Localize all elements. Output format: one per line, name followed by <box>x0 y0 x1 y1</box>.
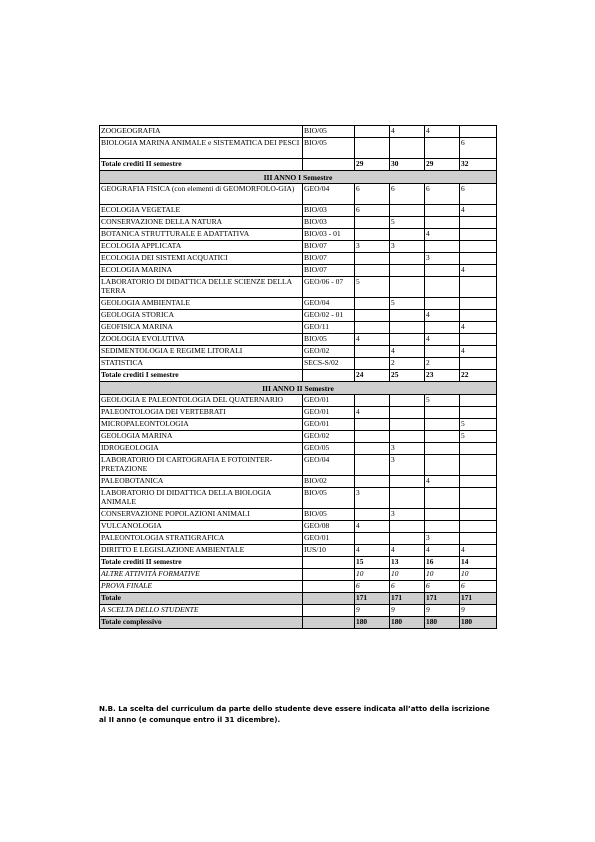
course-name: A SCELTA DELLO STUDENTE <box>100 605 303 617</box>
credit-cell-curriculum-2 <box>390 521 425 533</box>
course-name: BOTANICA STRUTTURALE E ADATTATIVA <box>100 229 303 241</box>
credit-cell-curriculum-2: 6 <box>390 184 425 205</box>
credit-cell-curriculum-3 <box>425 521 460 533</box>
course-code: BIO/05 <box>303 126 355 138</box>
course-name: CONSERVAZIONE DELLA NATURA <box>100 217 303 229</box>
credit-cell-curriculum-4: 32 <box>460 159 497 171</box>
course-code <box>303 569 355 581</box>
credit-cell-curriculum-3 <box>425 322 460 334</box>
course-row <box>100 265 497 277</box>
course-name: PALEONTOLOGIA DEI VERTEBRATI <box>100 407 303 419</box>
course-name: BIOLOGIA MARINA ANIMALE e SISTEMATICA DEI PESCI <box>100 138 303 159</box>
credit-cell-curriculum-3 <box>425 509 460 521</box>
credit-cell-curriculum-1 <box>355 310 390 322</box>
course-name: Totale crediti II semestre <box>100 557 303 569</box>
credit-cell-curriculum-3: 16 <box>425 557 460 569</box>
credit-cell-curriculum-4 <box>460 395 497 407</box>
credit-cell-curriculum-1 <box>355 509 390 521</box>
credit-cell-curriculum-4: 10 <box>460 569 497 581</box>
credit-cell-curriculum-2: 25 <box>390 370 425 382</box>
credit-cell-curriculum-3 <box>425 488 460 509</box>
course-code: BIO/05 <box>303 334 355 346</box>
credit-cell-curriculum-2: 30 <box>390 159 425 171</box>
course-code: BIO/03 <box>303 217 355 229</box>
credit-cell-curriculum-3 <box>425 217 460 229</box>
credit-cell-curriculum-1: 29 <box>355 159 390 171</box>
credit-cell-curriculum-4: 4 <box>460 346 497 358</box>
credit-cell-curriculum-2: 5 <box>390 217 425 229</box>
course-name: Totale crediti II semestre <box>100 159 303 171</box>
section-title: III ANNO II Semestre <box>100 382 497 395</box>
course-row <box>100 533 497 545</box>
credit-cell-curriculum-4: 6 <box>460 184 497 205</box>
course-code: IUS/10 <box>303 545 355 557</box>
credit-cell-curriculum-2 <box>390 407 425 419</box>
credit-cell-curriculum-1: 15 <box>355 557 390 569</box>
credit-cell-curriculum-1: 4 <box>355 334 390 346</box>
course-row <box>100 431 497 443</box>
credit-cell-curriculum-4 <box>460 334 497 346</box>
course-row <box>100 521 497 533</box>
credit-cell-curriculum-2 <box>390 488 425 509</box>
course-row <box>100 407 497 419</box>
course-code: GEO/05 <box>303 443 355 455</box>
credit-cell-curriculum-4 <box>460 509 497 521</box>
activity-row <box>100 581 497 593</box>
course-name: ALTRE ATTIVITÀ FORMATIVE <box>100 569 303 581</box>
credit-cell-curriculum-4: 5 <box>460 419 497 431</box>
course-name: PALEONTOLOGIA STRATIGRAFICA <box>100 533 303 545</box>
credit-cell-curriculum-3: 4 <box>425 310 460 322</box>
credit-cell-curriculum-1: 5 <box>355 277 390 298</box>
credit-cell-curriculum-3 <box>425 241 460 253</box>
credit-cell-curriculum-2: 3 <box>390 509 425 521</box>
credit-cell-curriculum-3 <box>425 407 460 419</box>
course-code <box>303 593 355 605</box>
credit-cell-curriculum-4: 4 <box>460 265 497 277</box>
credit-cell-curriculum-3: 4 <box>425 476 460 488</box>
credit-cell-curriculum-1: 3 <box>355 488 390 509</box>
credit-cell-curriculum-3: 4 <box>425 334 460 346</box>
credit-cell-curriculum-1 <box>355 138 390 159</box>
credit-cell-curriculum-3 <box>425 265 460 277</box>
course-row <box>100 346 497 358</box>
credit-cell-curriculum-2 <box>390 431 425 443</box>
credit-cell-curriculum-2: 4 <box>390 545 425 557</box>
course-name: GEOLOGIA STORICA <box>100 310 303 322</box>
course-name: CONSERVAZIONE POPOLAZIONI ANIMALI <box>100 509 303 521</box>
credit-cell-curriculum-4: 14 <box>460 557 497 569</box>
course-row <box>100 358 497 370</box>
credit-cell-curriculum-1 <box>355 533 390 545</box>
credit-cell-curriculum-1 <box>355 265 390 277</box>
course-code: BIO/03 - 01 <box>303 229 355 241</box>
credit-cell-curriculum-2 <box>390 395 425 407</box>
credit-cell-curriculum-4: 4 <box>460 322 497 334</box>
footnote-line-1: N.B. La scelta del curriculum da parte dello studente deve essere indicata all’atto della iscrizione <box>99 704 490 713</box>
credit-cell-curriculum-2: 4 <box>390 346 425 358</box>
credit-cell-curriculum-3: 29 <box>425 159 460 171</box>
credit-cell-curriculum-2: 6 <box>390 581 425 593</box>
course-code: BIO/05 <box>303 488 355 509</box>
total-row <box>100 159 497 171</box>
course-row <box>100 310 497 322</box>
credit-cell-curriculum-2: 13 <box>390 557 425 569</box>
course-name: MICROPALEONTOLOGIA <box>100 419 303 431</box>
course-name: ECOLOGIA VEGETALE <box>100 205 303 217</box>
credit-cell-curriculum-1: 9 <box>355 605 390 617</box>
section-header-row <box>100 382 497 395</box>
credit-cell-curriculum-3 <box>425 419 460 431</box>
credit-cell-curriculum-4: 6 <box>460 138 497 159</box>
course-row <box>100 184 497 205</box>
total-row <box>100 593 497 605</box>
credit-cell-curriculum-3: 180 <box>425 617 460 629</box>
course-row <box>100 455 497 476</box>
course-code: GEO/02 <box>303 431 355 443</box>
course-name: ECOLOGIA DEI SISTEMI ACQUATICI <box>100 253 303 265</box>
credit-cell-curriculum-1 <box>355 346 390 358</box>
credit-cell-curriculum-2: 171 <box>390 593 425 605</box>
course-name: GEOFISICA MARINA <box>100 322 303 334</box>
credit-cell-curriculum-3: 23 <box>425 370 460 382</box>
course-name: ECOLOGIA MARINA <box>100 265 303 277</box>
credit-cell-curriculum-2 <box>390 229 425 241</box>
course-name: Totale complessivo <box>100 617 303 629</box>
credit-cell-curriculum-4 <box>460 533 497 545</box>
credit-cell-curriculum-2 <box>390 334 425 346</box>
course-code: GEO/04 <box>303 184 355 205</box>
credit-cell-curriculum-3: 5 <box>425 395 460 407</box>
course-code: GEO/11 <box>303 322 355 334</box>
credit-cell-curriculum-4 <box>460 358 497 370</box>
course-code <box>303 557 355 569</box>
credit-cell-curriculum-3: 6 <box>425 581 460 593</box>
course-code: SECS-S/02 <box>303 358 355 370</box>
credit-cell-curriculum-3: 4 <box>425 126 460 138</box>
course-row <box>100 322 497 334</box>
course-code: BIO/05 <box>303 509 355 521</box>
credit-cell-curriculum-4 <box>460 488 497 509</box>
course-row <box>100 241 497 253</box>
course-name: DIRITTO E LEGISLAZIONE AMBIENTALE <box>100 545 303 557</box>
credit-cell-curriculum-2 <box>390 138 425 159</box>
course-name: PALEOBOTANICA <box>100 476 303 488</box>
credit-cell-curriculum-2: 4 <box>390 126 425 138</box>
credit-cell-curriculum-4 <box>460 443 497 455</box>
credit-cell-curriculum-1 <box>355 431 390 443</box>
credit-cell-curriculum-2: 10 <box>390 569 425 581</box>
course-name: GEOLOGIA E PALEONTOLOGIA DEL QUATERNARIO <box>100 395 303 407</box>
curriculum-table <box>99 125 497 629</box>
course-row <box>100 545 497 557</box>
course-code: BIO/02 <box>303 476 355 488</box>
credit-cell-curriculum-1 <box>355 476 390 488</box>
section-header-row <box>100 171 497 184</box>
credit-cell-curriculum-4 <box>460 229 497 241</box>
credit-cell-curriculum-1: 6 <box>355 184 390 205</box>
credit-cell-curriculum-4 <box>460 407 497 419</box>
course-row <box>100 217 497 229</box>
course-row <box>100 253 497 265</box>
credit-cell-curriculum-3: 4 <box>425 229 460 241</box>
course-code: GEO/01 <box>303 533 355 545</box>
course-row <box>100 229 497 241</box>
credit-cell-curriculum-2 <box>390 322 425 334</box>
credit-cell-curriculum-3: 3 <box>425 533 460 545</box>
credit-cell-curriculum-1 <box>355 455 390 476</box>
credit-cell-curriculum-3: 4 <box>425 545 460 557</box>
course-code: GEO/04 <box>303 455 355 476</box>
course-row <box>100 488 497 509</box>
course-code <box>303 605 355 617</box>
course-name: LABORATORIO DI DIDATTICA DELLA BIOLOGIA ANIMALE <box>100 488 303 509</box>
course-row <box>100 443 497 455</box>
course-code: BIO/07 <box>303 253 355 265</box>
course-name: SEDIMENTOLOGIA E REGIME LITORALI <box>100 346 303 358</box>
credit-cell-curriculum-4 <box>460 241 497 253</box>
credit-cell-curriculum-4 <box>460 476 497 488</box>
credit-cell-curriculum-1 <box>355 217 390 229</box>
course-name: ZOOLOGIA EVOLUTIVA <box>100 334 303 346</box>
activity-row <box>100 605 497 617</box>
footnote-line-2: al II anno (e comunque entro il 31 dicembre). <box>99 715 281 724</box>
credit-cell-curriculum-1: 6 <box>355 581 390 593</box>
credit-cell-curriculum-1 <box>355 298 390 310</box>
credit-cell-curriculum-4 <box>460 217 497 229</box>
credit-cell-curriculum-4: 6 <box>460 581 497 593</box>
course-code: GEO/06 - 07 <box>303 277 355 298</box>
credit-cell-curriculum-2 <box>390 205 425 217</box>
course-row <box>100 205 497 217</box>
credit-cell-curriculum-4 <box>460 455 497 476</box>
credit-cell-curriculum-4: 22 <box>460 370 497 382</box>
credit-cell-curriculum-2: 3 <box>390 455 425 476</box>
credit-cell-curriculum-4: 4 <box>460 545 497 557</box>
course-name: VULCANOLOGIA <box>100 521 303 533</box>
course-code <box>303 159 355 171</box>
credit-cell-curriculum-2 <box>390 476 425 488</box>
credit-cell-curriculum-3: 2 <box>425 358 460 370</box>
credit-cell-curriculum-3 <box>425 346 460 358</box>
credit-cell-curriculum-2: 9 <box>390 605 425 617</box>
credit-cell-curriculum-2: 5 <box>390 298 425 310</box>
course-name: Totale crediti I semestre <box>100 370 303 382</box>
credit-cell-curriculum-4 <box>460 277 497 298</box>
credit-cell-curriculum-1: 4 <box>355 521 390 533</box>
credit-cell-curriculum-1: 4 <box>355 545 390 557</box>
credit-cell-curriculum-1 <box>355 395 390 407</box>
course-name: IDROGEOLOGIA <box>100 443 303 455</box>
credit-cell-curriculum-4: 171 <box>460 593 497 605</box>
course-code: BIO/03 <box>303 205 355 217</box>
course-name: LABORATORIO DI DIDATTICA DELLE SCIENZE DELLA TERRA <box>100 277 303 298</box>
credit-cell-curriculum-2 <box>390 265 425 277</box>
course-code <box>303 617 355 629</box>
section-title: III ANNO I Semestre <box>100 171 497 184</box>
credit-cell-curriculum-4: 5 <box>460 431 497 443</box>
course-name: GEOLOGIA AMBIENTALE <box>100 298 303 310</box>
credit-cell-curriculum-3 <box>425 277 460 298</box>
credit-cell-curriculum-2: 3 <box>390 241 425 253</box>
credit-cell-curriculum-2: 3 <box>390 443 425 455</box>
credit-cell-curriculum-1 <box>355 126 390 138</box>
credit-cell-curriculum-1: 171 <box>355 593 390 605</box>
course-code: BIO/07 <box>303 241 355 253</box>
credit-cell-curriculum-3 <box>425 443 460 455</box>
footnote <box>99 703 499 725</box>
credit-cell-curriculum-3 <box>425 298 460 310</box>
course-code: GEO/04 <box>303 298 355 310</box>
course-name: ECOLOGIA APPLICATA <box>100 241 303 253</box>
credit-cell-curriculum-1: 4 <box>355 407 390 419</box>
credit-cell-curriculum-1 <box>355 358 390 370</box>
credit-cell-curriculum-1 <box>355 443 390 455</box>
course-row <box>100 126 497 138</box>
course-code: GEO/02 <box>303 346 355 358</box>
credit-cell-curriculum-1: 180 <box>355 617 390 629</box>
credit-cell-curriculum-2: 180 <box>390 617 425 629</box>
credit-cell-curriculum-4: 9 <box>460 605 497 617</box>
credit-cell-curriculum-4: 180 <box>460 617 497 629</box>
credit-cell-curriculum-1: 3 <box>355 241 390 253</box>
course-row <box>100 277 497 298</box>
credit-cell-curriculum-1: 6 <box>355 205 390 217</box>
course-row <box>100 298 497 310</box>
course-code: GEO/02 - 01 <box>303 310 355 322</box>
credit-cell-curriculum-3: 9 <box>425 605 460 617</box>
credit-cell-curriculum-4: 4 <box>460 205 497 217</box>
credit-cell-curriculum-3 <box>425 138 460 159</box>
credit-cell-curriculum-4 <box>460 310 497 322</box>
course-row <box>100 509 497 521</box>
credit-cell-curriculum-3: 171 <box>425 593 460 605</box>
credit-cell-curriculum-1: 24 <box>355 370 390 382</box>
credit-cell-curriculum-1 <box>355 419 390 431</box>
credit-cell-curriculum-3: 3 <box>425 253 460 265</box>
course-code: GEO/08 <box>303 521 355 533</box>
course-code: GEO/01 <box>303 407 355 419</box>
course-row <box>100 334 497 346</box>
credit-cell-curriculum-1 <box>355 229 390 241</box>
credit-cell-curriculum-3 <box>425 455 460 476</box>
activity-row <box>100 569 497 581</box>
credit-cell-curriculum-3 <box>425 431 460 443</box>
credit-cell-curriculum-2 <box>390 253 425 265</box>
credit-cell-curriculum-1 <box>355 322 390 334</box>
course-row <box>100 476 497 488</box>
total-row <box>100 557 497 569</box>
course-name: GEOGRAFIA FISICA (con elementi di GEOMORFOLO-GIA) <box>100 184 303 205</box>
course-code: GEO/01 <box>303 395 355 407</box>
credit-cell-curriculum-3 <box>425 205 460 217</box>
course-code: BIO/07 <box>303 265 355 277</box>
credit-cell-curriculum-2 <box>390 419 425 431</box>
course-code: GEO/01 <box>303 419 355 431</box>
credit-cell-curriculum-3: 10 <box>425 569 460 581</box>
credit-cell-curriculum-4 <box>460 253 497 265</box>
course-code <box>303 370 355 382</box>
credit-cell-curriculum-2 <box>390 310 425 322</box>
total-row <box>100 617 497 629</box>
credit-cell-curriculum-2 <box>390 533 425 545</box>
course-name: GEOLOGIA MARINA <box>100 431 303 443</box>
credit-cell-curriculum-4 <box>460 521 497 533</box>
credit-cell-curriculum-4 <box>460 126 497 138</box>
course-row <box>100 419 497 431</box>
course-name: STATISTICA <box>100 358 303 370</box>
credit-cell-curriculum-1: 10 <box>355 569 390 581</box>
course-row <box>100 395 497 407</box>
total-row <box>100 370 497 382</box>
course-name: PROVA FINALE <box>100 581 303 593</box>
credit-cell-curriculum-2 <box>390 277 425 298</box>
credit-cell-curriculum-2: 2 <box>390 358 425 370</box>
course-name: LABORATORIO DI CARTOGRAFIA E FOTOINTER-PRETAZIONE <box>100 455 303 476</box>
course-name: Totale <box>100 593 303 605</box>
course-name: ZOOGEOGRAFIA <box>100 126 303 138</box>
credit-cell-curriculum-3: 6 <box>425 184 460 205</box>
credit-cell-curriculum-1 <box>355 253 390 265</box>
credit-cell-curriculum-4 <box>460 298 497 310</box>
course-row <box>100 138 497 159</box>
course-code <box>303 581 355 593</box>
course-code: BIO/05 <box>303 138 355 159</box>
